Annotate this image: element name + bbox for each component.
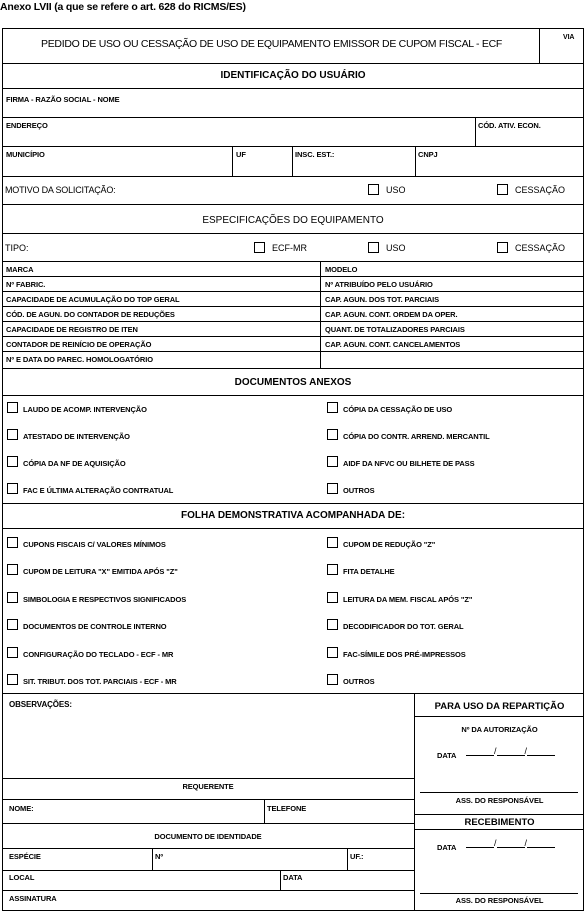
motivo-cessacao-checkbox[interactable] [497,184,508,195]
folha-label-mem-fiscal: LEITURA DA MEM. FISCAL APÓS "Z" [343,595,473,604]
equip-field-cap-parciais: CAP. AGUN. DOS TOT. PARCIAIS [325,295,440,304]
folha-label-leitura-x: CUPOM DE LEITURA "X" EMITIDA APÓS "Z" [23,567,178,576]
equip-field-quant-totalizadores: QUANT. DE TOTALIZADORES PARCIAIS [325,325,465,334]
folha-checkbox-controle[interactable] [7,619,18,630]
doc-checkbox-laudo[interactable] [7,402,18,413]
date-sep: / [494,746,497,756]
endereco-label: ENDEREÇO [6,121,48,130]
date-month-line [497,746,525,756]
equip-field-fabric: Nº FABRIC. [6,280,46,289]
folha-label-controle: DOCUMENTOS DE CONTROLE INTERNO [23,622,167,631]
doc-label-cessacao: CÓPIA DA CESSAÇÃO DE USO [343,405,453,414]
recebimento-data-label: DATA [437,843,457,852]
date-sep: / [494,838,497,848]
telefone-label: TELEFONE [267,804,307,813]
uf-doc-label: UF.: [350,852,364,861]
data-label: DATA [283,873,303,882]
doc-checkbox-arrend[interactable] [327,429,338,440]
doc-identidade-label: DOCUMENTO DE IDENTIDADE [154,832,262,841]
tipo-uso-checkbox[interactable] [368,242,379,253]
form-title: PEDIDO DE USO OU CESSAÇÃO DE USO DE EQUIPAMENTO EMISSOR DE CUPOM FISCAL - ECF [41,38,502,50]
equip-field-cap-registro: CAPACIDADE DE REGISTRO DE ITEN [6,325,138,334]
nome-label: NOME: [9,804,34,813]
motivo-label: MOTIVO DA SOLICITAÇÃO: [5,185,116,195]
folha-checkbox-reducao-z[interactable] [327,537,338,548]
recebimento-ass-label: ASS. DO RESPONSÁVEL [455,896,544,905]
tipo-cessacao-checkbox[interactable] [497,242,508,253]
tipo-uso-label: USO [386,243,406,253]
folha-checkbox-fac-simile[interactable] [327,647,338,658]
equip-field-cod-reducoes: CÓD. DE AGUN. DO CONTADOR DE REDUÇÕES [6,310,175,319]
reparticao-ass-label: ASS. DO RESPONSÁVEL [455,796,544,805]
recebimento-date-field[interactable] [466,838,555,848]
local-label: LOCAL [9,873,35,882]
assinatura-label: ASSINATURA [9,894,57,903]
motivo-cessacao-label: CESSAÇÃO [515,185,566,195]
equip-field-atribuido: Nº ATRIBUÍDO PELO USUÁRIO [325,280,433,289]
municipio-label: MUNICÍPIO [6,150,45,159]
doc-label-atestado: ATESTADO DE INTERVENÇÃO [23,432,130,441]
equip-field-marca: MARCA [6,265,34,274]
folha-checkbox-outros[interactable] [327,674,338,685]
motivo-uso-label: USO [386,185,406,195]
doc-checkbox-fac[interactable] [7,483,18,494]
date-day-line [466,838,494,848]
folha-label-outros: OUTROS [343,677,375,686]
doc-label-fac: FAC E ÚLTIMA ALTERAÇÃO CONTRATUAL [23,486,174,495]
section-user-title: IDENTIFICAÇÃO DO USUÁRIO [220,70,366,81]
folha-label-fita: FITA DETALHE [343,567,395,576]
autorizacao-label: Nº DA AUTORIZAÇÃO [461,725,538,734]
folha-checkbox-fita[interactable] [327,564,338,575]
tipo-label: TIPO: [5,243,29,253]
uf-label: UF [236,150,246,159]
date-day-line [466,746,494,756]
especie-label: ESPÉCIE [9,852,41,861]
doc-label-laudo: LAUDO DE ACOMP. INTERVENÇÃO [23,405,147,414]
firma-label: FIRMA - RAZÃO SOCIAL - NOME [6,95,120,104]
doc-label-nf: CÓPIA DA NF DE AQUISIÇÃO [23,459,126,468]
doc-checkbox-aidf[interactable] [327,456,338,467]
folha-checkbox-teclado[interactable] [7,647,18,658]
cod-ativ-label: CÓD. ATIV. ECON. [478,121,541,130]
folha-checkbox-cupons[interactable] [7,537,18,548]
date-month-line [497,838,525,848]
equip-field-cap-acum: CAPACIDADE DE ACUMULAÇÃO DO TOP GERAL [6,295,180,304]
cnpj-label: CNPJ [418,150,438,159]
doc-checkbox-outros[interactable] [327,483,338,494]
section-docs-title: DOCUMENTOS ANEXOS [234,377,352,388]
folha-label-sit-tribut: SIT. TRIBUT. DOS TOT. PARCIAIS - ECF - MR [23,677,177,686]
doc-label-aidf: AIDF DA NFVC OU BILHETE DE PASS [343,459,475,468]
doc-checkbox-cessacao[interactable] [327,402,338,413]
annex-title: Anexo LVII (a que se refere o art. 628 do RICMS/ES) [0,1,246,13]
folha-label-fac-simile: FAC-SÍMILE DOS PRÉ-IMPRESSOS [343,650,466,659]
doc-checkbox-atestado[interactable] [7,429,18,440]
date-year-line [524,746,555,756]
observacoes-label: OBSERVAÇÕES: [9,700,72,709]
folha-checkbox-simbologia[interactable] [7,592,18,603]
section-folha-title: FOLHA DEMONSTRATIVA ACOMPANHADA DE: [180,510,406,521]
folha-label-teclado: CONFIGURAÇÃO DO TECLADO - ECF - MR [23,650,174,659]
reparticao-date-field[interactable] [466,746,555,756]
date-sep: / [524,746,528,756]
equip-field-cont-ordem: CAP. AGUN. CONT. ORDEM DA OPER. [325,310,458,319]
numero-label: Nº [155,852,163,861]
folha-label-simbologia: SIMBOLOGIA E RESPECTIVOS SIGNIFICADOS [23,595,187,604]
reparticao-title: PARA USO DA REPARTIÇÃO [434,701,565,712]
equip-field-parec: Nº E DATA DO PAREC. HOMOLOGATÓRIO [6,355,153,364]
recebimento-title: RECEBIMENTO [464,817,535,828]
doc-label-outros: OUTROS [343,486,375,495]
requerente-label: REQUERENTE [182,782,234,791]
via-label: VIA [563,34,575,41]
date-sep: / [524,838,528,848]
reparticao-data-label: DATA [437,751,457,760]
insc-est-label: INSC. EST.: [295,150,335,159]
folha-label-reducao-z: CUPOM DE REDUÇÃO "Z" [343,540,436,549]
motivo-uso-checkbox[interactable] [368,184,379,195]
tipo-ecf-mr-label: ECF-MR [272,243,307,253]
folha-checkbox-mem-fiscal[interactable] [327,592,338,603]
doc-label-arrend: CÓPIA DO CONTR. ARREND. MERCANTIL [343,432,490,441]
date-year-line [524,838,555,848]
tipo-ecf-mr-checkbox[interactable] [254,242,265,253]
equip-field-contador-reinicio: CONTADOR DE REINÍCIO DE OPERAÇÃO [6,340,152,349]
tipo-cessacao-label: CESSAÇÃO [515,243,566,253]
folha-label-decodificador: DECODIFICADOR DO TOT. GERAL [343,622,464,631]
equip-field-cancelamentos: CAP. AGUN. CONT. CANCELAMENTOS [325,340,461,349]
folha-label-cupons: CUPONS FISCAIS C/ VALORES MÍNIMOS [23,540,166,549]
section-equip-title: ESPECIFICAÇÕES DO EQUIPAMENTO [202,215,384,226]
folha-checkbox-sit-tribut[interactable] [7,674,18,685]
equip-field-modelo: MODELO [325,265,358,274]
folha-checkbox-leitura-x[interactable] [7,564,18,575]
doc-checkbox-nf[interactable] [7,456,18,467]
folha-checkbox-decodificador[interactable] [327,619,338,630]
